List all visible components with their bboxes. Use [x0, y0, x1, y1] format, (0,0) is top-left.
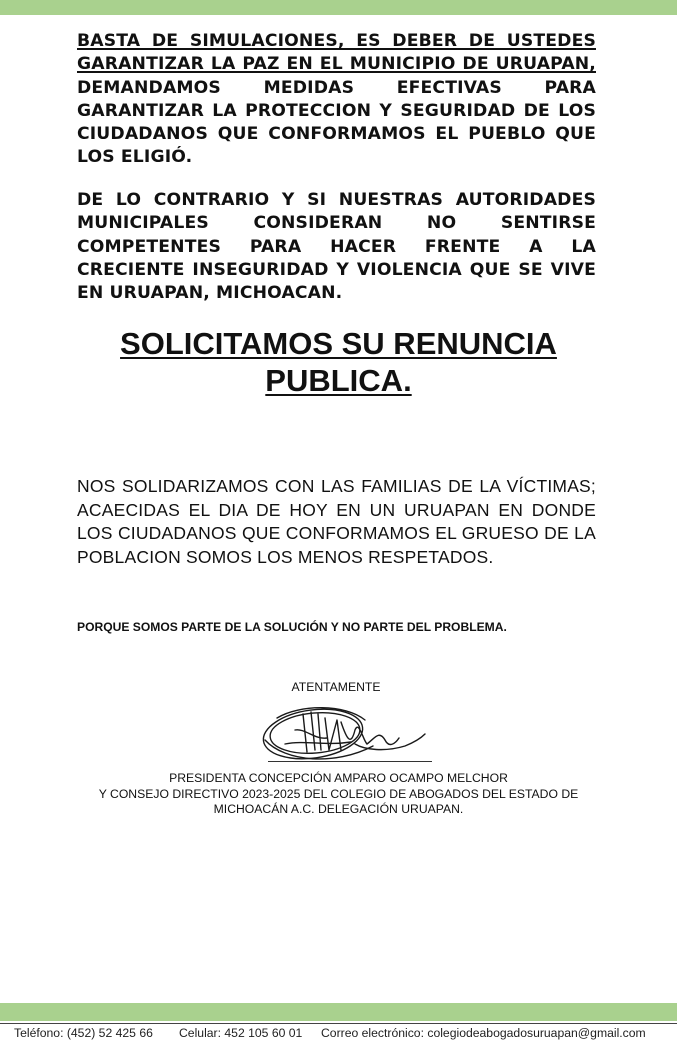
signatory-block [60, 771, 617, 818]
footer-cell: Celular: 452 105 60 01 [179, 1026, 303, 1040]
top-green-band [0, 0, 677, 15]
handwritten-signature [255, 700, 430, 768]
demand-paragraph-rest: DEMANDAMOS MEDIDAS EFECTIVAS PARA GARANTIZAR LA PROTECCION Y SEGURIDAD DE LOS CIUDADANOS QUE CONFORMAMOS EL PUEBLO QUE LOS ELIGIÓ. [77, 77, 596, 168]
demand-paragraph-underlined: BASTA DE SIMULACIONES, ES DEBER DE USTEDES GARANTIZAR LA PAZ EN EL MUNICIPIO DE URUAPAN, [77, 31, 596, 75]
resignation-headline [60, 325, 617, 399]
contact-footer [14, 1025, 677, 1041]
headline-line-1: SOLICITAMOS SU RENUNCIA [120, 326, 557, 361]
solidarity-paragraph: NOS SOLIDARIZAMOS CON LAS FAMILIAS DE LA VÍCTIMAS; ACAECIDAS EL DIA DE HOY EN UN URUAPAN EN DONDE LOS CIUDADANOS QUE CONFORMAMOS EL GRUESO DE LA POBLACION SOMOS LOS MENOS RESPETADOS. [77, 476, 596, 568]
footer-email: Correo electrónico: colegiodeabogadosuruapan@gmail.com [321, 1026, 646, 1040]
signatory-line-3: MICHOACÁN A.C. DELEGACIÓN URUAPAN. [213, 802, 464, 816]
conditional-paragraph: DE LO CONTRARIO Y SI NUESTRAS AUTORIDADES MUNICIPALES CONSIDERAN NO SENTIRSE COMPETENTES PARA HACER FRENTE A LA CRECIENTE INSEGURIDAD Y VIOLENCIA QUE SE VIVE EN URUAPAN, MICHOACAN. [77, 190, 596, 304]
footer-phone: Teléfono: (452) 52 425 66 [14, 1026, 153, 1040]
signatory-line-1: PRESIDENTA CONCEPCIÓN AMPARO OCAMPO MELCHOR [169, 771, 508, 785]
signature-line [268, 761, 432, 762]
bottom-green-band [0, 1003, 677, 1021]
footer-divider [0, 1023, 677, 1024]
headline-line-2: PUBLICA. [265, 363, 412, 398]
demand-paragraph [77, 30, 596, 170]
signatory-line-2: Y CONSEJO DIRECTIVO 2023-2025 DEL COLEGIO DE ABOGADOS DEL ESTADO DE [98, 786, 579, 801]
closing-salutation: ATENTAMENTE [291, 680, 381, 694]
slogan-line: PORQUE SOMOS PARTE DE LA SOLUCIÓN Y NO PARTE DEL PROBLEMA. [77, 620, 507, 634]
